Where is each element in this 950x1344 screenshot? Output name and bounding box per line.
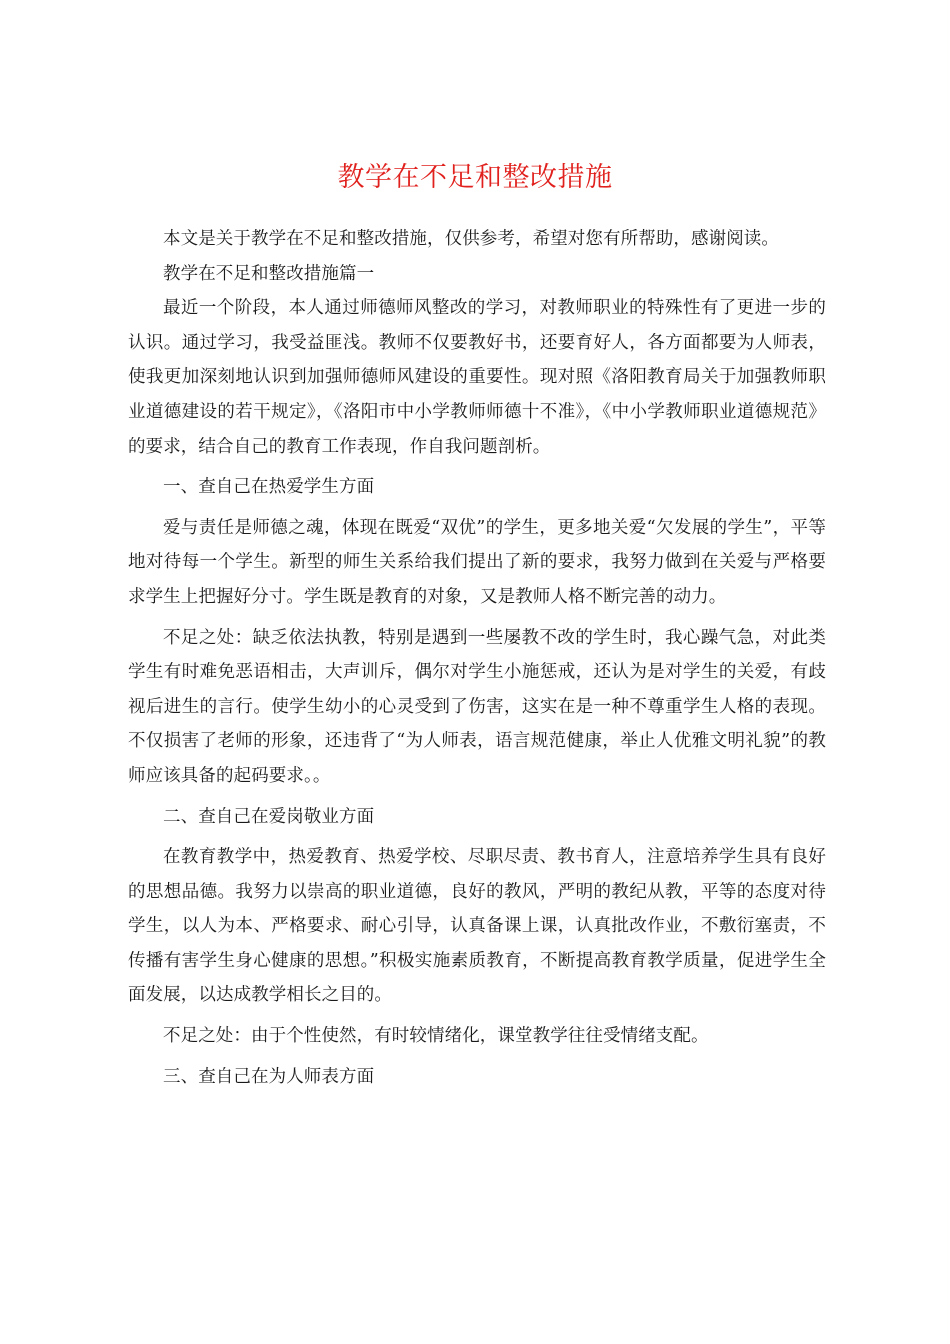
body-paragraph: 爱与责任是师德之魂，体现在既爱“双优”的学生，更多地关爱“欠发展的学生”，平等地对待每一个学生。新型的师生关系给我们提出了新的要求，我努力做到在关爱与严格要求学生上把握好分寸。学生既是教育的对象，又是教师人格不断完善的动力。 [128,517,826,607]
intro-paragraph: 本文是关于教学在不足和整改措施，仅供参考，希望对您有所帮助，感谢阅读。 [163,229,779,249]
document-body [128,222,826,1094]
body-paragraph: 在教育教学中，热爱教育、热爱学校、尽职尽责、教书育人，注意培养学生具有良好的思想品德。我努力以崇高的职业道德，良好的教风，严明的教纪从教，平等的态度对待学生，以人为本、严格要求、耐心引导，认真备课上课，认真批改作业，不敷衍塞责，不传播有害学生身心健康的思想。”积极实施素质教育，不断提高教育教学质量，促进学生全面发展，以达成教学相长之目的。 [128,847,826,1006]
body-paragraph: 不足之处：由于个性使然，有时较情绪化，课堂教学往往受情绪支配。 [163,1026,709,1047]
section-heading: 三、查自己在为人师表方面 [163,1066,375,1087]
section-heading: 二、查自己在爱岗敬业方面 [163,806,375,827]
body-paragraph: 最近一个阶段，本人通过师德师风整改的学习，对教师职业的特殊性有了更进一步的认识。通过学习，我受益匪浅。教师不仅要教好书，还要育好人，各方面都要为人师表，使我更加深刻地认识到加强师德师风建设的重要性。现对照《洛阳教育局关于加强教师职业道德建设的若干规定》，《洛阳市中小学教师师德十不准》，《中小学教师职业道德规范》的要求，结合自己的教育工作表现，作自我问题剖析。 [128,298,826,457]
body-paragraph: 不足之处：缺乏依法执教，特别是遇到一些屡教不改的学生时，我心躁气急，对此类学生有时难免恶语相击，大声训斥，偶尔对学生小施惩戒，还认为是对学生的关爱，有歧视后进生的言行。使学生幼小的心灵受到了伤害，这实在是一种不尊重学生人格的表现。不仅损害了老师的形象，还违背了“为人师表，语言规范健康，举止人优雅文明礼貌”的教师应该具备的起码要求。。 [128,627,826,786]
section-heading-part-one: 教学在不足和整改措施篇一 [163,263,375,284]
document-title: 教学在不足和整改措施 [337,162,613,194]
section-heading: 一、查自己在热爱学生方面 [163,477,375,498]
